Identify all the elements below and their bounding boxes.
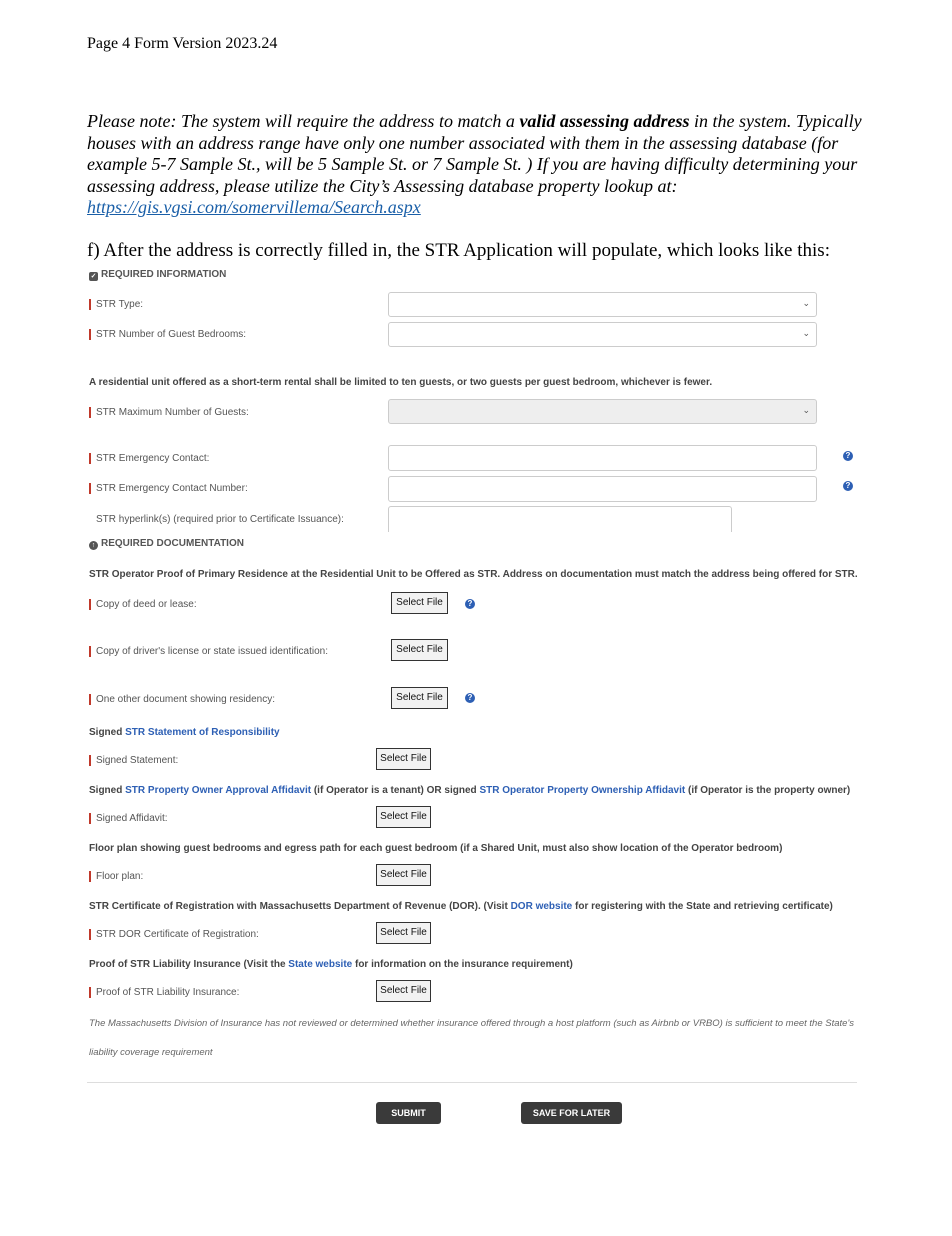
submit-button[interactable]: SUBMIT <box>376 1102 441 1124</box>
proof-heading: STR Operator Proof of Primary Residence at the Residential Unit to be Offered as STR. Address on documentation must match the address being offered for STR. <box>89 569 858 580</box>
other-doc-label: One other document showing residency: <box>89 694 275 705</box>
chevron-down-icon: ⌄ <box>802 405 810 415</box>
state-website-link[interactable]: State website <box>288 959 353 970</box>
owner-affidavit-link[interactable]: STR Property Owner Approval Affidavit <box>125 785 312 796</box>
dor-select-file-button[interactable]: Select File <box>376 922 431 944</box>
help-icon[interactable]: ? <box>843 481 853 491</box>
hyperlink-label: STR hyperlink(s) (required prior to Certificate Issuance): <box>96 514 344 525</box>
floor-plan-select-file-button[interactable]: Select File <box>376 864 431 886</box>
note-text-1: Please note: The system will require the address to match a <box>87 111 520 131</box>
required-info-heading: ✓ REQUIRED INFORMATION <box>90 269 227 280</box>
hyperlink-input[interactable] <box>388 506 732 532</box>
insurance-label: Proof of STR Liability Insurance: <box>89 987 239 998</box>
insurance-disclaimer-line-2: liability coverage requirement <box>89 1047 213 1058</box>
help-icon[interactable]: ? <box>465 599 475 609</box>
help-icon[interactable]: ? <box>465 693 475 703</box>
bedrooms-label: STR Number of Guest Bedrooms: <box>89 329 246 340</box>
bedrooms-select[interactable] <box>388 322 817 347</box>
note-paragraph <box>87 111 867 219</box>
divider <box>87 1082 857 1083</box>
help-icon[interactable]: ? <box>843 451 853 461</box>
insurance-heading: Proof of STR Liability Insurance (Visit the State website for information on the insurance requirement) <box>89 959 573 970</box>
guest-limit-rule: A residential unit offered as a short-term rental shall be limited to ten guests, or two guests per guest bedroom, whichever is fewer. <box>89 377 713 388</box>
dor-website-link[interactable]: DOR website <box>510 901 573 912</box>
emergency-number-input[interactable] <box>388 476 817 502</box>
emergency-contact-input[interactable] <box>388 445 817 471</box>
assessing-link[interactable]: https://gis.vgsi.com/somervillema/Search.aspx <box>87 197 421 217</box>
floor-plan-label: Floor plan: <box>89 871 143 882</box>
ownership-affidavit-link[interactable]: STR Operator Property Ownership Affidavit <box>479 785 686 796</box>
affidavit-select-file-button[interactable]: Select File <box>376 806 431 828</box>
deed-select-file-button[interactable]: Select File <box>391 592 448 614</box>
statement-link[interactable]: STR Statement of Responsibility <box>125 727 280 738</box>
max-guests-select[interactable] <box>388 399 817 424</box>
insurance-select-file-button[interactable]: Select File <box>376 980 431 1002</box>
save-for-later-button[interactable]: SAVE FOR LATER <box>521 1102 622 1124</box>
note-bold: valid assessing address <box>519 111 690 131</box>
page-header: Page 4 Form Version 2023.24 <box>87 35 278 52</box>
intro-text: f) After the address is correctly filled in, the STR Application will populate, which looks like this: <box>87 240 830 261</box>
insurance-disclaimer-line-1: The Massachusetts Division of Insurance has not reviewed or determined whether insurance offered through a host platform (such as Airbnb or VRBO) is sufficient to meet the State's <box>89 1018 855 1029</box>
str-type-label: STR Type: <box>89 299 143 310</box>
floor-plan-heading: Floor plan showing guest bedrooms and egress path for each guest bedroom (if a Shared Unit, must also show location of the Operator bedroom) <box>89 843 783 854</box>
note-text-2: in the system. Typically houses with an address range have only one number associated with them in the assessing database (for example 5-7 Sample St., will be 5 Sample St. or 7 Sample St. ) If you are having difficulty determining your assessing address, please utilize the City’s Assessing database property lookup at: <box>87 111 862 196</box>
statement-heading: Signed STR Statement of Responsibility <box>89 727 280 738</box>
statement-select-file-button[interactable]: Select File <box>376 748 431 770</box>
other-doc-select-file-button[interactable]: Select File <box>391 687 448 709</box>
emergency-number-label: STR Emergency Contact Number: <box>89 483 248 494</box>
signed-statement-label: Signed Statement: <box>89 755 178 766</box>
deed-label: Copy of deed or lease: <box>89 599 197 610</box>
cloud-upload-icon: ↑ <box>89 541 98 550</box>
max-guests-label: STR Maximum Number of Guests: <box>89 407 249 418</box>
str-type-select[interactable] <box>388 292 817 317</box>
dor-cert-label: STR DOR Certificate of Registration: <box>89 929 259 940</box>
chevron-down-icon: ⌄ <box>802 298 810 308</box>
required-docs-heading: ↑ REQUIRED DOCUMENTATION <box>89 538 244 550</box>
license-select-file-button[interactable]: Select File <box>391 639 448 661</box>
affidavit-heading: Signed STR Property Owner Approval Affidavit (if Operator is a tenant) OR signed STR Operator Property Ownership Affidavit (if Operator is the property owner) <box>89 785 851 796</box>
dor-heading: STR Certificate of Registration with Massachusetts Department of Revenue (DOR). (Visit DOR website for registering with the State and retrieving certificate) <box>89 901 833 912</box>
chevron-down-icon: ⌄ <box>802 328 810 338</box>
check-square-icon: ✓ <box>90 273 97 280</box>
emergency-contact-label: STR Emergency Contact: <box>89 453 209 464</box>
signed-affidavit-label: Signed Affidavit: <box>89 813 168 824</box>
license-label: Copy of driver's license or state issued identification: <box>89 646 328 657</box>
